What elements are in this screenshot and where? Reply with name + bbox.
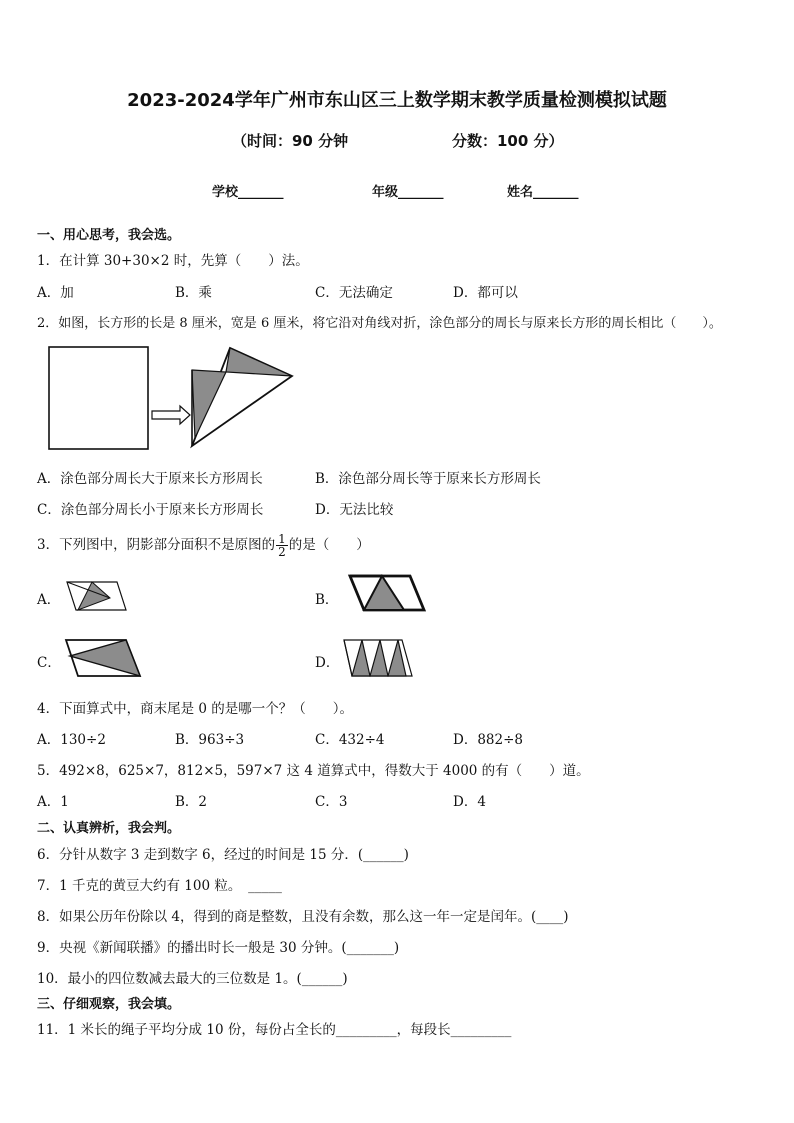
question-11: 11．1 米长的绳子平均分成 10 份，每份占全长的_________，每段长_________ [37, 1022, 512, 1038]
question-5: 5．492×8，625×7，812×5，597×7 这 4 道算式中，得数大于 4000 的有（ ）道。 [37, 763, 590, 779]
exam-score: 分数：100 分） [452, 132, 564, 150]
q1-option-c[interactable]: C．无法确定 [315, 285, 393, 301]
q3-figure-a[interactable] [62, 578, 132, 614]
q3-figure-c[interactable] [62, 636, 144, 680]
question-7: 7．1 千克的黄豆大约有 100 粒。 _____ [37, 878, 282, 894]
q1-option-d[interactable]: D．都可以 [453, 285, 518, 301]
q4-option-c[interactable]: C．432÷4 [315, 732, 385, 748]
q4-option-d[interactable]: D．882÷8 [453, 732, 523, 748]
q4-option-a[interactable]: A．130÷2 [37, 732, 106, 748]
question-4: 4．下面算式中，商末尾是 0 的是哪一个？（ ）。 [37, 701, 354, 717]
q1-option-b[interactable]: B．乘 [175, 285, 212, 301]
page-title: 2023-2024学年广州市东山区三上数学期末教学质量检测模拟试题 [127, 90, 667, 111]
q5-option-a[interactable]: A．1 [37, 794, 69, 810]
one-half-fraction [276, 533, 288, 558]
question-6: 6．分针从数字 3 走到数字 6，经过的时间是 15 分．(______) [37, 847, 409, 863]
name-field[interactable]: 姓名_______ [507, 185, 579, 200]
q3-option-c-label[interactable]: C． [37, 655, 61, 671]
school-field[interactable]: 学校_______ [212, 185, 284, 200]
q5-option-c[interactable]: C．3 [315, 794, 348, 810]
q1-option-a[interactable]: A．加 [37, 285, 74, 301]
section-heading-1: 一、用心思考，我会选。 [37, 228, 181, 243]
q3-text-after: 的是（ ） [288, 537, 370, 553]
exam-time: （时间：90 分钟 [232, 132, 349, 150]
q4-option-b[interactable]: B．963÷3 [175, 732, 245, 748]
q2-option-d[interactable]: D．无法比较 [315, 502, 394, 518]
q5-option-d[interactable]: D．4 [453, 794, 486, 810]
q2-option-a[interactable]: A．涂色部分周长大于原来长方形周长 [37, 471, 263, 487]
q2-option-c[interactable]: C．涂色部分周长小于原来长方形周长 [37, 502, 264, 518]
q2-fold-diagram [40, 340, 302, 456]
q3-option-b-label[interactable]: B． [315, 592, 339, 608]
q3-figure-d[interactable] [340, 636, 416, 680]
q2-option-b[interactable]: B．涂色部分周长等于原来长方形周长 [315, 471, 541, 487]
q3-figure-b[interactable] [344, 572, 428, 616]
section-heading-3: 三、仔细观察，我会填。 [37, 997, 181, 1012]
q5-option-b[interactable]: B．2 [175, 794, 208, 810]
question-10: 10．最小的四位数减去最大的三位数是 1。(______) [37, 971, 348, 987]
q3-text-before: 3．下列图中，阴影部分面积不是原图的 [37, 537, 276, 553]
section-heading-2: 二、认真辨析，我会判。 [37, 821, 181, 836]
fraction-denominator: 2 [278, 545, 286, 559]
question-3 [37, 533, 370, 558]
question-2: 2．如图，长方形的长是 8 厘米，宽是 6 厘米，将它沿对角线对折，涂色部分的周长与原来长方形的周长相比（ ）。 [37, 316, 722, 331]
question-9: 9．央视《新闻联播》的播出时长一般是 30 分钟。(_______) [37, 940, 400, 956]
fraction-numerator: 1 [278, 532, 286, 546]
question-8: 8．如果公历年份除以 4，得到的商是整数，且没有余数，那么这一年一定是闰年。(____) [37, 909, 569, 925]
question-1: 1．在计算 30+30×2 时，先算（ ）法。 [37, 253, 309, 269]
grade-field[interactable]: 年级_______ [372, 185, 444, 200]
q3-option-a-label[interactable]: A． [37, 592, 61, 608]
q3-option-d-label[interactable]: D． [315, 655, 340, 671]
